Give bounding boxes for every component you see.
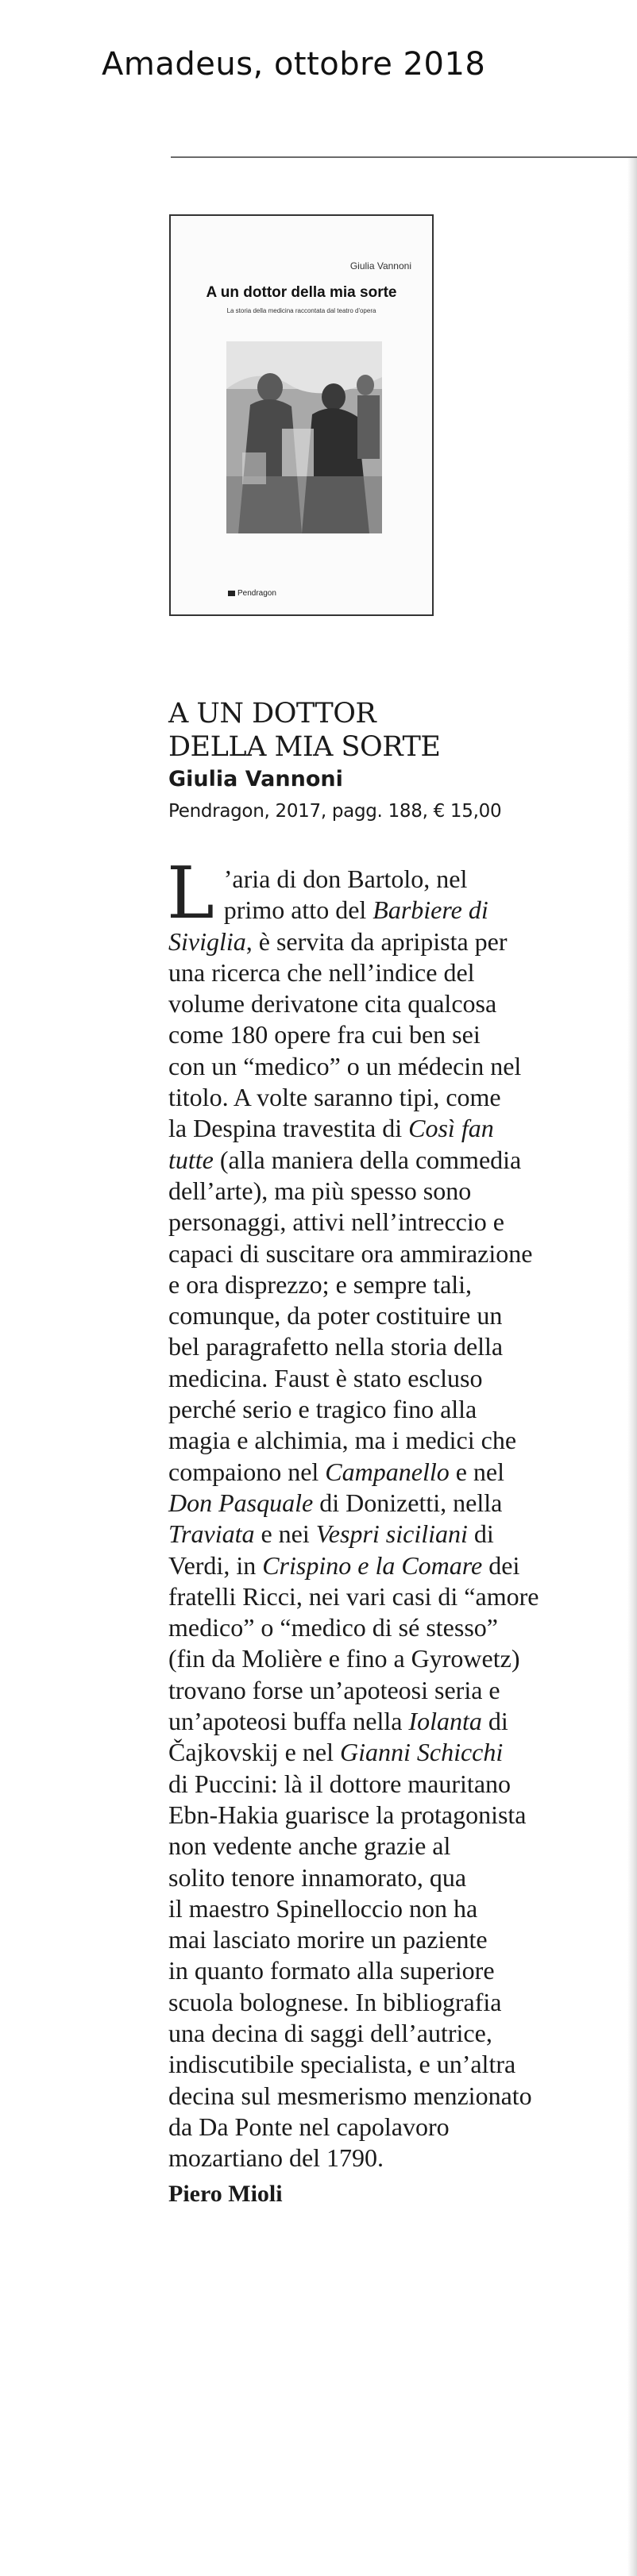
italic-title: Vespri siciliani xyxy=(315,1519,468,1549)
text-line: primo atto del Barbiere di xyxy=(223,895,488,925)
publication-info: Pendragon, 2017, pagg. 188, € 15,00 xyxy=(168,801,502,822)
text-line: compaiono nel Campanello e nel xyxy=(168,1457,505,1486)
text-line: mai lasciato morire un paziente xyxy=(168,1925,488,1954)
text-line: decina sul mesmerismo menzionato xyxy=(168,2081,532,2110)
italic-title: tutte xyxy=(168,1145,214,1174)
italic-title: Siviglia xyxy=(168,926,246,956)
reviewer-signature: Piero Mioli xyxy=(168,2181,283,2208)
text-line: scuola bolognese. In bibliografia xyxy=(168,1987,502,2016)
text-line: da Da Ponte nel capolavoro xyxy=(168,2112,450,2141)
text-line: in quanto formato alla superiore xyxy=(168,1956,495,1985)
text-line: capaci di suscitare ora ammirazione xyxy=(168,1238,533,1268)
review-header xyxy=(168,697,597,824)
cover-author: Giulia Vannoni xyxy=(349,260,411,271)
page-edge-shadow xyxy=(627,158,637,2576)
text-line: Ebn-Hakia guarisce la protagonista xyxy=(168,1800,527,1829)
italic-title: Barbiere di xyxy=(373,895,488,925)
drop-cap: L xyxy=(167,852,214,935)
text-line: ’aria di don Bartolo, nel xyxy=(223,864,468,893)
text-line: come 180 opere fra cui ben sei xyxy=(168,1020,481,1049)
top-divider xyxy=(171,156,637,158)
text-line: Don Pasquale di Donizetti, nella xyxy=(168,1488,503,1517)
italic-title: Gianni Schicchi xyxy=(339,1738,504,1767)
text-line: con un “medico” o un médecin nel xyxy=(168,1051,522,1080)
text-line: dell’arte), ma più spesso sono xyxy=(168,1176,472,1205)
text-line: Traviata e nei Vespri siciliani di xyxy=(168,1519,494,1549)
text-line: medicina. Faust è stato escluso xyxy=(168,1363,483,1392)
publisher-logo-icon xyxy=(228,591,235,596)
italic-title: Crispino e la Comare xyxy=(262,1550,483,1580)
text-line: solito tenore innamorato, qua xyxy=(168,1862,467,1892)
text-line: Čajkovskij e nel Gianni Schicchi xyxy=(168,1738,504,1767)
book-author: Giulia Vannoni xyxy=(168,767,343,791)
book-cover xyxy=(169,214,434,616)
text-line: il maestro Spinelloccio non ha xyxy=(168,1893,478,1923)
review-body xyxy=(167,852,613,2210)
text-line: perché serio e tragico fino alla xyxy=(168,1395,477,1424)
cover-publisher: Pendragon xyxy=(228,589,276,598)
text-line: una ricerca che nell’indice del xyxy=(168,957,475,987)
text-line: volume derivatone cita qualcosa xyxy=(168,989,497,1018)
cover-photo xyxy=(226,341,382,533)
text-line: una decina di saggi dell’autrice, xyxy=(168,2018,492,2047)
masthead: Amadeus, ottobre 2018 xyxy=(102,46,486,83)
italic-title: Traviata xyxy=(168,1519,255,1549)
text-line: mozartiano del 1790. xyxy=(168,2143,384,2173)
italic-title: Così fan xyxy=(408,1114,494,1143)
text-line: titolo. A volte saranno tipi, come xyxy=(168,1083,501,1112)
review-text xyxy=(167,852,613,2174)
text-line: e ora disprezzo; e sempre tali, xyxy=(168,1269,473,1299)
text-line: personaggi, attivi nell’intreccio e xyxy=(168,1207,504,1237)
text-line: di Puccini: là il dottore mauritano xyxy=(168,1769,512,1798)
text-line: comunque, da poter costituire un xyxy=(168,1301,503,1330)
text-line: magia e alchimia, ma i medici che xyxy=(168,1426,517,1455)
text-line: fratelli Ricci, nei vari casi di “amore xyxy=(168,1581,539,1611)
text-line: un’apoteosi buffa nella Iolanta di xyxy=(168,1707,508,1736)
text-line: trovano forse un’apoteosi seria e xyxy=(168,1675,500,1704)
text-line: indiscutibile specialista, e un’altra xyxy=(168,2050,516,2079)
text-line: la Despina travestita di Così fan xyxy=(168,1114,494,1143)
review-title-line-1: A UN DOTTOR xyxy=(168,698,376,730)
italic-title: Campanello xyxy=(325,1457,450,1486)
text-line: bel paragrafetto nella storia della xyxy=(168,1332,504,1361)
italic-title: Don Pasquale xyxy=(168,1488,314,1517)
text-line: tutte (alla maniera della commedia xyxy=(168,1145,522,1174)
text-line: (fin da Molière e fino a Gyrowetz) xyxy=(168,1644,520,1673)
text-line: Verdi, in Crispino e la Comare dei xyxy=(168,1550,520,1580)
italic-title: Iolanta xyxy=(408,1707,482,1736)
text-line: non vedente anche grazie al xyxy=(168,1831,451,1861)
cover-subtitle: La storia della medicina raccontata dal teatro d'opera xyxy=(226,307,376,314)
text-line: medico” o “medico di sé stesso” xyxy=(168,1613,498,1642)
cover-title: A un dottor della mia sorte xyxy=(206,284,397,301)
text-line: Siviglia, è servita da apripista per xyxy=(168,926,508,956)
review-title-line-2: DELLA MIA SORTE xyxy=(168,731,441,763)
